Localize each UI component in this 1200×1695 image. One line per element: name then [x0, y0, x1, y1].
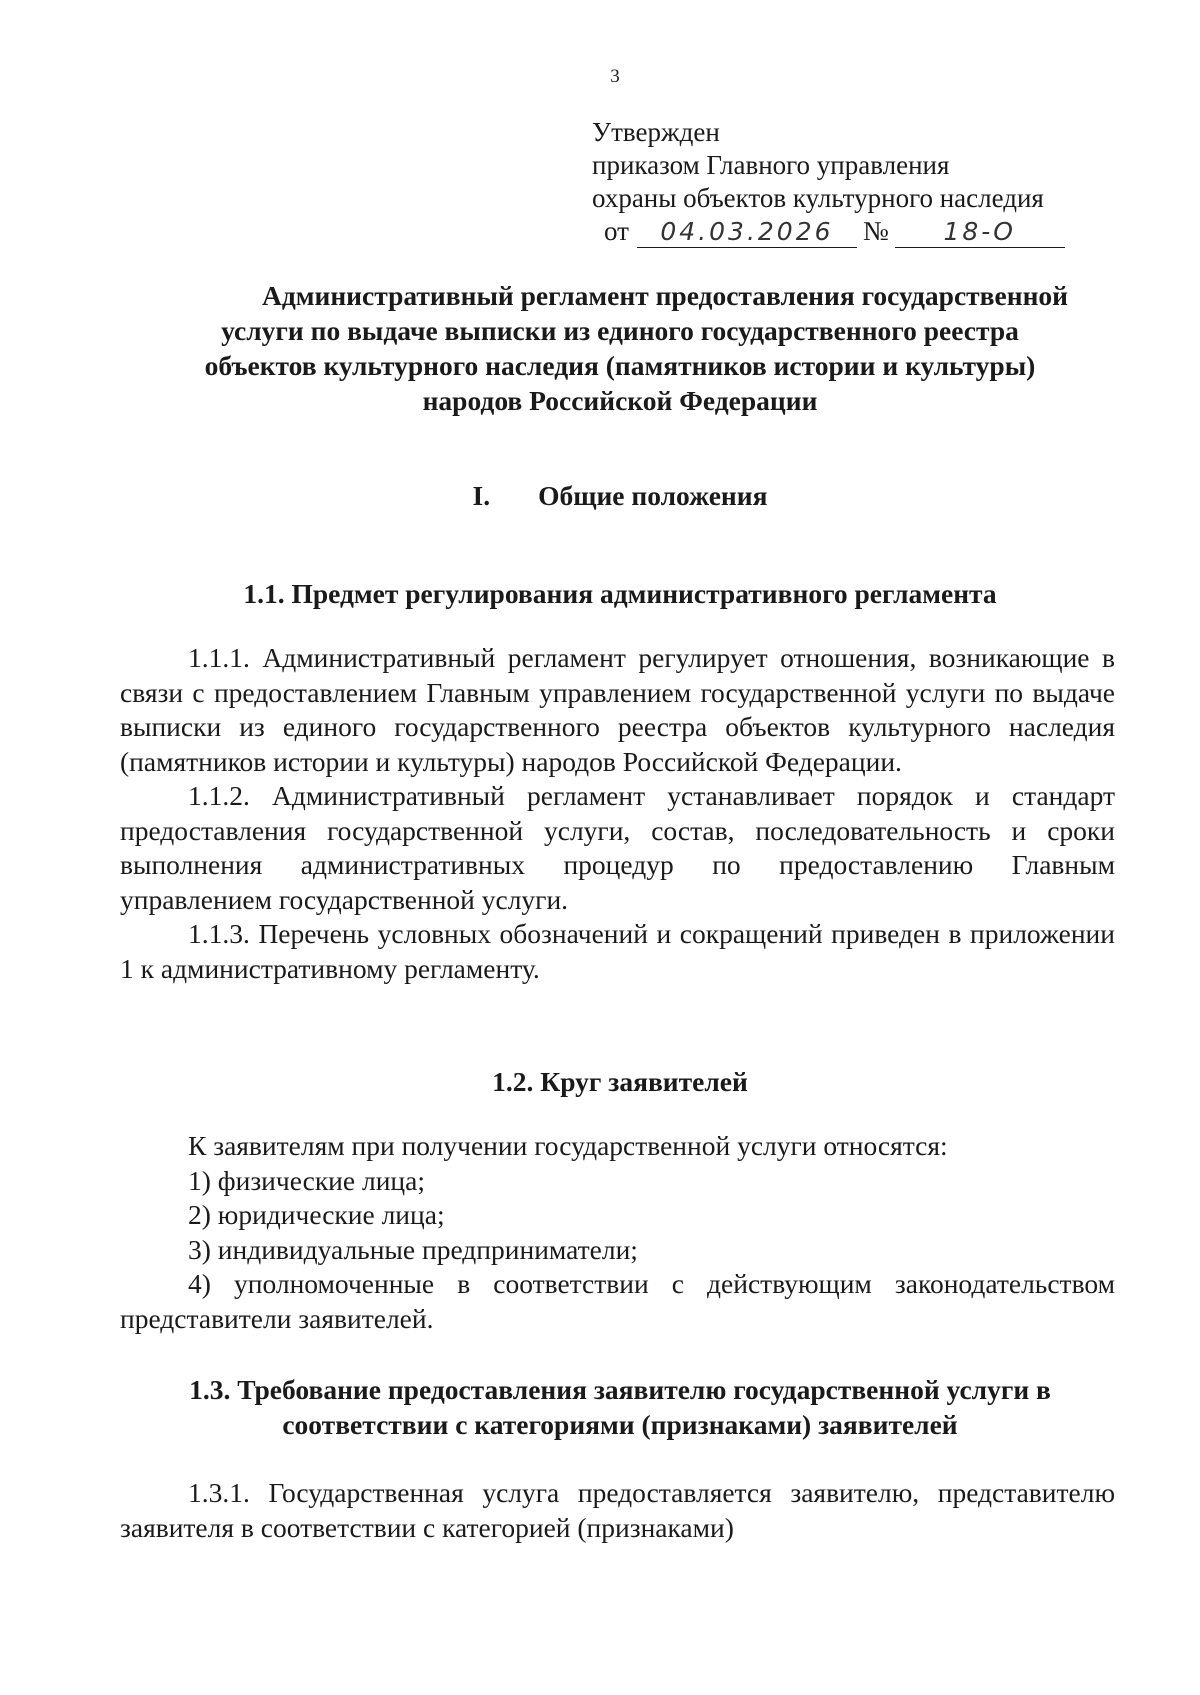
paragraph-1-1-1: 1.1.1. Административный регламент регулирует отношения, возникающие в связи с предоставлением Главным управлением государственной услуги по выдаче выписки из единого государственного реестра объектов культурного наследия (памятников истории и культуры) народов Российской Федерации.: [120, 642, 1115, 777]
date-prefix: от: [604, 216, 629, 246]
approval-line-1: Утвержден: [592, 117, 720, 147]
title-line-1: Административный регламент предоставления государственной: [261, 280, 1069, 311]
number-prefix: №: [862, 216, 889, 246]
page-number: 3: [610, 66, 620, 87]
approval-stamp-block: [592, 116, 1112, 248]
title-line-4: народов Российской Федерации: [422, 385, 818, 416]
section-heading-general: [120, 478, 1120, 513]
approval-line-2: приказом Главного управления: [592, 150, 950, 180]
handwritten-date: 04.03.2026: [637, 217, 857, 248]
subsection-heading-1-3-line-2: соответствии с категориями (признаками) заявителей: [282, 1409, 958, 1440]
list-item: 1) физические лица;: [188, 1164, 425, 1196]
approval-date-line: [604, 215, 1112, 248]
subsection-heading-1-2: 1.2. Круг заявителей: [492, 1066, 748, 1097]
list-item: 3) индивидуальные предприниматели;: [188, 1233, 638, 1265]
subsection-heading-1-3: [120, 1372, 1120, 1442]
list-item: 2) юридические лица;: [188, 1199, 445, 1230]
list-item: 4) уполномоченные в соответствии с действующим законодательством представители заявителей.: [120, 1268, 1115, 1334]
subsection-1-3-body: [120, 1476, 1115, 1545]
paragraph-1-3-1: 1.3.1. Государственная услуга предоставляется заявителю, представителю заявителя в соответствии с категорией (признаками): [120, 1477, 1115, 1543]
title-line-3: объектов культурного наследия (памятников истории и культуры): [204, 350, 1036, 381]
subsection-heading-1-1: 1.1. Предмет регулирования административного регламента: [243, 578, 997, 609]
approval-line-3: охраны объектов культурного наследия: [592, 183, 1044, 213]
section-roman-numeral: I.: [472, 480, 491, 511]
paragraph-1-1-3: 1.1.3. Перечень условных обозначений и сокращений приведен в приложении 1 к административному регламенту.: [120, 918, 1115, 984]
section-heading-text: Общие положения: [538, 480, 768, 511]
subsection-1-1-body: [120, 641, 1115, 986]
paragraph-applicants-intro: К заявителям при получении государственной услуги относятся:: [188, 1130, 948, 1161]
document-title: [120, 278, 1120, 418]
handwritten-number: 18-О: [895, 217, 1065, 248]
subsection-1-2-body: [120, 1129, 1115, 1336]
paragraph-1-1-2: 1.1.2. Административный регламент устанавливает порядок и стандарт предоставления государственной услуги, состав, последовательность и сроки выполнения административных процедур по предоставлению Главным управлением государственной услуги.: [120, 780, 1115, 915]
subsection-heading-1-3-line-1: 1.3. Требование предоставления заявителю государственной услуги в: [189, 1374, 1051, 1405]
title-line-2: услуги по выдаче выписки из единого государственного реестра: [221, 315, 1019, 346]
